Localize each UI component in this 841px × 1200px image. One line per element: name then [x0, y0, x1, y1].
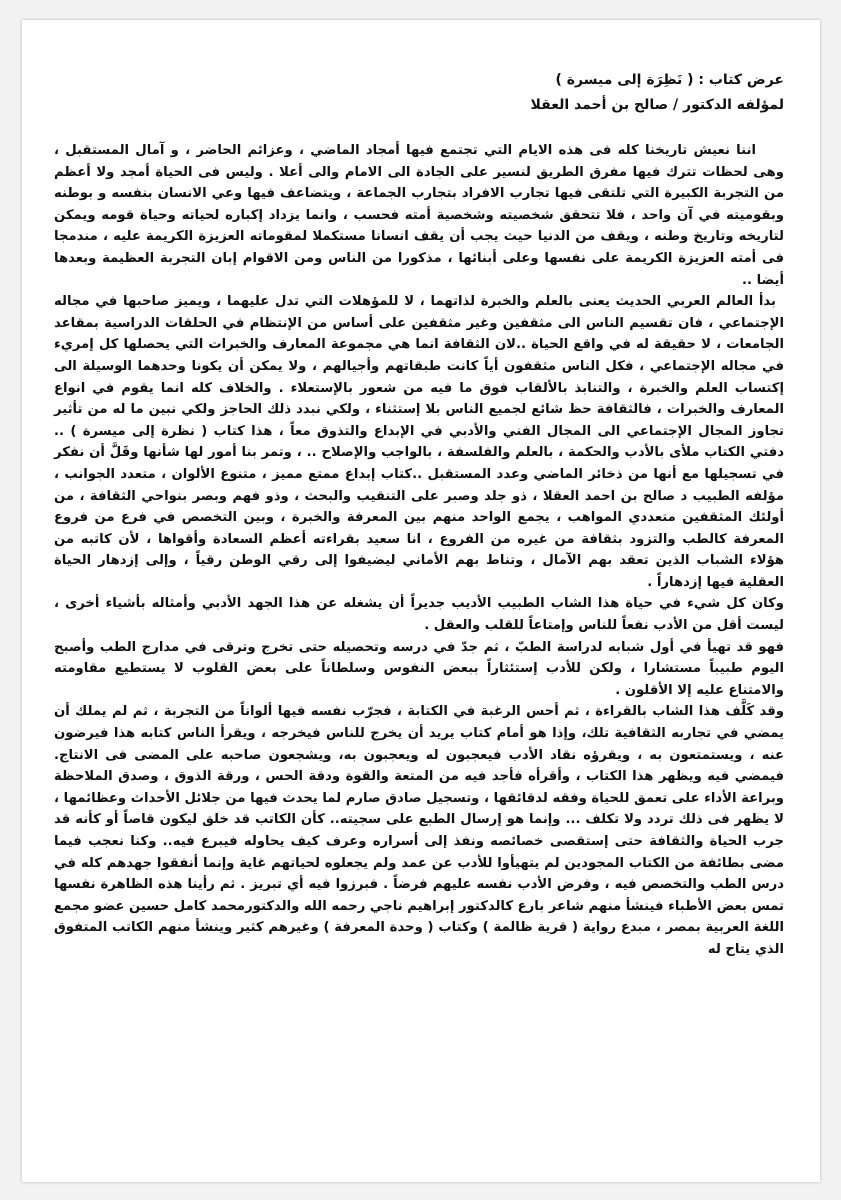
- article-author: لمؤلفه الدكتور / صالح بن أحمد العقلا: [530, 97, 784, 113]
- paragraph-4: فهو قد تهيأ في أول شبابه لدراسة الطبّ ، ثم جدّ في درسه وتحصيله حتى تخرج وترقى في مدارج الطب وأصبح اليوم طبيباً مستشارا ، ولكن للأدب إستئثاراً ببعض النفوس وسلطاناً على بعض القلوب لا يستطيع مقاومته والامتناع عليه إلا الأقلون .: [54, 639, 784, 698]
- article-title: عرض كتاب : ( نَظِرَة إلى ميسرة ): [555, 72, 784, 88]
- paragraph-2: بدأ العالم العربي الحديث يعنى بالعلم والخبرة لذاتهما ، لا للمؤهلات التي تدل عليهما ، ويميز صاحبها في مجاله الإجتماعي ، فان تقسيم الناس الى مثقفين وغير مثقفين على أساس من الإنتظام في الحلقات الدراسية بمقاعد الجامعات ، لا حقيقة له في واقع الحياة ..لان الثقافة انما هي مجموعة المعارف والخبرات التي يحصلها كل إمريء في مجاله الإجتماعي ، فكل الناس مثقفون أياً كانت طبقاتهم وأجيالهم ، ولا يمكن أن يكونا وحدهما الوسيلة الى إكتساب العلم والخبرة ، والتنابذ بالألقاب فوق ما فيه من شعور بالإستعلاء . والخلاف كله انما يقوم في انواع المعارف والخبرات ، فالثقافة حظ شائع لجميع الناس بلا إستثناء ، ولكي نبدد ذلك الحاجز ولكي نبين ما له من تأثير تجاوز المجال الإجتماعي الى المجال الفني والأدبي في الإبداع والتذوق معاً ، هذا كتاب ( نظرة إلى ميسرة ) .. دفتي الكتاب ملأى بالأدب والحكمة ، بالعلم والفلسفة ، بالواجب والإصلاح .. ، وتمر بنا أمور لها شأنها وقَلَّ أن نفكر في تسجيلها مع أنها من ذخائر الماضي وعدد المستقبل ..كتاب إبداع ممتع مميز ، متنوع الألوان ، متعدد الجوانب ، مؤلفه الطبيب د صالح بن احمد العقلا ، ذو جلد وصبر على التنقيب والبحث ، وذو فهم وبصر بنواحي الثقافة ، من أولئك المثقفين متعددي المواهب ، يجمع الواحد منهم بين المعرفة والخبرة ، وبين التخصص في فرع من فروع المعرفة كالطب والتزود بثقافة من غيره من الفروع ، انا سعيد بقراءته أعظم السعادة وأقواها ، لأن كاتبه من هؤلاء الشباب الذين تعقد بهم الآمال ، وتناط بهم الأماني ليضيفوا إلى رقي الوطن رقياً ، وإلى إزدهار الحياة العقلية فيها إزدهاراً .: [54, 294, 784, 590]
- article-header: [54, 68, 784, 118]
- document-page: [22, 20, 820, 1182]
- article-body: [54, 68, 784, 961]
- paragraph-1: اننا نعيش تاريخنا كله فى هذه الايام التي تجتمع فيها أمجاد الماضي ، وعزائم الحاضر ، و آمال المستقبل ، وهى لحظات تترك فيها مفرق الطريق لنسير على الجادة الى الامام والى أعلا . وليس فى الحياة أمجد ولا أعظم من التجربة الكبيرة التي تلتقى فيها تجارب الافراد بتجارب الجماعة ، ويتضاعف فيها وعي الانسان بنفسه و بوطنه وبقوميته في آن واحد ، فلا تتحقق شخصيته وشخصية أمته فحسب ، وانما يزداد إكباره لحياته وحياة قومه ويمكن لتاريخه وتاريخ وطنه ، ويقف من الدنيا حيث يجب أن يقف انسانا مستكملا لمقوماته العزيزة الكريمة عليه ، مندمجا فى أمته العزيزة الكريمة على نفسها وعلى أبنائها ، مذكورا من الناس ومن الاقوام إبان التجربة العظيمة وبعدها أيضا ..: [54, 143, 784, 288]
- paragraph-5: وقد كَلَّف هذا الشاب بالقراءة ، ثم أحس الرغبة في الكتابة ، فجرّب نفسه فيها ألواناً من التجربة ، ثم لم يملك أن يمضي في تجاربه الثقافية تلك، وإذا هو أمام كتاب يريد أن يخرج للناس فيخرجه ، ويقرأ الناس كتابه هذا فيرضون عنه ، ويستمتعون به ، ويقرؤه نقاد الأدب فيعجبون له ويعجبون به، ويشجعون صاحبه على المضى فى الانتاج. فيمضي فيه ويظهر هذا الكتاب ، وأقرأه فأجد فيه من المتعة والقوة ودقة الحس ، ورقة الذوق ، وصدق الملاحظة وبراعة الأداء على تعمق للحياة وفقه لدقائقها ، وتسجيل صادق صارم لما يحدث فيها من جلائل الأحداث وعظائمها ، لا يظهر فى ذلك تردد ولا تكلف ... وإنما هو إرسال الطبع على سجيته.. كأن الكاتب قد خلق ليكون قاصاً أو كأنه قد جرب الحياة والثقافة حتى إستقصى خصائصه ونفذ إلى أسراره وعرف كيف يحاوله فيبرع فيه.. وكنا نعجب فيما مضى بطائفة من الكتاب المجودين لم يتهيأوا للأدب عن عمد ولم يجعلوه لحياتهم غاية وإنما أنفقوا جهدهم كله في درس الطب والتخصص فيه ، وفرض الأدب نفسه عليهم فرضاً . فبرزوا فيه أي تبريز . ثم رأينا هذه الظاهرة نفسها تمس بعض الأطباء فينشأ منهم شاعر بارع كالدكتور إبراهيم ناجي رحمه الله والدكتورمحمد كامل حسين عضو مجمع اللغة العربية بمصر ، مبدع رواية ( قرية ظالمة ) وكتاب ( وحدة المعرفة ) وغيرهم كثير وينشأ منهم الكاتب المتفوق الذي يتاح له: [54, 704, 784, 957]
- paragraph-3: وكان كل شيء في حياة هذا الشاب الطبيب الأديب جديراً أن يشغله عن هذا الجهد الأدبي وأمثاله بأشياء أخرى ، ليست أقل من الأدب نفعاً للناس وإمتاعاً للقلب والعقل .: [54, 596, 784, 634]
